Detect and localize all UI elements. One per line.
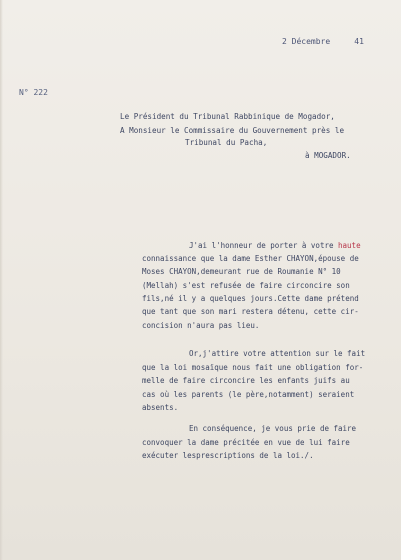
recipient-tribunal-line: Tribunal du Pacha, <box>185 138 268 147</box>
reference-number: N° 222 <box>19 88 48 97</box>
body-line: Moses CHAYON,demeurant rue de Roumanie N° 10 <box>142 267 341 276</box>
body-line: convoquer la dame précitée en vue de lui faire <box>142 438 350 447</box>
body-line: fils,né il y a quelques jours.Cette dame prétend <box>142 294 359 303</box>
highlighted-word: haute <box>338 241 361 250</box>
body-line: que tant que son mari restera détenu, cette cir- <box>142 307 359 316</box>
body-line: connaissance que la dame Esther CHAYON,épouse de <box>142 254 359 263</box>
body-line: exécuter lesprescriptions de la loi./. <box>142 451 314 460</box>
body-line: cas où les parents (le père,notamment) seraient <box>142 390 355 399</box>
page-edge-shadow <box>0 0 3 560</box>
body-line: Or,j'attire votre attention sur le fait <box>189 349 366 358</box>
body-line: absents. <box>142 403 179 412</box>
recipient-city-line: à MOGADOR. <box>305 151 351 160</box>
body-line: En conséquence, je vous prie de faire <box>189 424 357 433</box>
recipient-line: A Monsieur le Commissaire du Gouvernement près le <box>120 126 345 135</box>
body-line: (Mellah) s'est refusée de faire circoncire son <box>142 281 350 290</box>
body-line: J'ai l'honneur de porter à votre haute <box>189 241 361 250</box>
body-line: que la loi mosaïque nous fait une obligation for- <box>142 363 364 372</box>
sender-line: Le Président du Tribunal Rabbinique de Mogador, <box>120 112 335 121</box>
body-line: melle de faire circoncire les enfants juifs au <box>142 376 350 385</box>
body-line: concision n'aura pas lieu. <box>142 321 260 330</box>
letter-date: 2 Décembre 41 <box>282 37 364 46</box>
